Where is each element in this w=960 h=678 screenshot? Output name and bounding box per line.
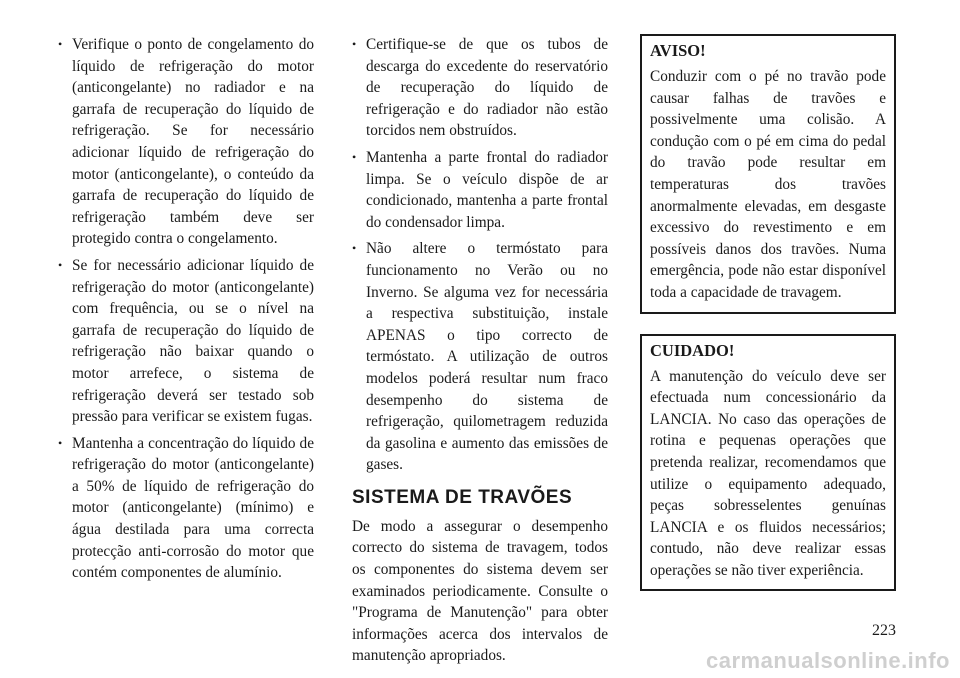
column-3 (640, 34, 896, 591)
list-item (352, 34, 608, 142)
page-number: 223 (872, 622, 896, 639)
list-item-text: Se for necessário adicionar líquido de refrigeração do motor (anticongelante) com frequência, ou se o nível na garrafa de recuperação do líquido de refrigeração não baixar quando o motor arrefece, o sistema de refrigeração deverá ser testado sob pressão para verificar se existem fugas. (72, 256, 314, 426)
caution-body: A manutenção do veículo deve ser efectuada num concessionário da LANCIA. No caso das operações de rotina e pequenas operações que pretenda realizar, recomendamos que utilize o equipamento adequado, peças sobresselentes genuínas LANCIA e os fluidos necessários; contudo, não deve realizar essas operações se não tiver experiência. (650, 367, 886, 579)
list-item-text: Verifique o ponto de congelamento do líquido de refrigeração do motor (anticongelante) no radiador e na garrafa de recuperação do líquido de refrigeração. Se for necessário adicionar líquido de refrigeração do motor (anticongelante), o conteúdo da garrafa de recuperação do líquido de refrigeração também deve ser protegido contra o congelamento. (72, 36, 314, 248)
bullet-icon: • (58, 37, 63, 51)
list-item (58, 433, 314, 584)
bullet-list-cooling-continued (352, 34, 608, 476)
watermark: carmanualsonline.info (706, 648, 950, 673)
column-1 (58, 34, 314, 589)
bullet-icon: • (58, 435, 63, 450)
caution-box (640, 334, 896, 592)
bullet-icon: • (58, 257, 63, 272)
warning-body: Conduzir com o pé no travão pode causar falhas de travões e possivelmente uma colisão. A condução com o pé em cima do pedal do travão pode resultar em temperaturas dos travões anormalmente elevadas, em desgaste excessivo do revestimento e em possíveis danos dos travões. Numa emergência, pode não estar disponível toda a capacidade de travagem. (650, 68, 886, 301)
bullet-list-cooling (58, 34, 314, 584)
warning-box (640, 34, 896, 314)
bullet-icon: • (352, 149, 357, 164)
column-2 (352, 34, 608, 667)
list-item-text: Não altere o termóstato para funcionamento no Verão ou no Inverno. Se alguma vez for necessária a respectiva substituição, instale APENAS o tipo correcto de termóstato. A utilização de outros modelos poderá resultar num fraco desempenho do sistema de refrigeração, quilometragem reduzida da gasolina e aumento das emissões de gases. (366, 240, 608, 474)
list-item (352, 147, 608, 233)
section-heading-brakes: SISTEMA DE TRAVÕES (352, 486, 573, 508)
list-item (58, 34, 314, 250)
list-item-text: Certifique-se de que os tubos de descarga do excedente do reservatório de recuperação do líquido de refrigeração e do radiador não estão torcidos nem obstruídos. (366, 36, 608, 140)
caution-title: CUIDADO! (650, 340, 735, 360)
section-body-brakes: De modo a assegurar o desempenho correcto do sistema de travagem, todos os componentes do sistema devem ser examinados periodicamente. Consulte o "Programa de Manutenção" para obter informações acerca dos intervalos de manutenção apropriados. (352, 517, 608, 665)
warning-title: AVISO! (650, 41, 706, 60)
bullet-icon: • (352, 241, 357, 256)
list-item-text: Mantenha a parte frontal do radiador limpa. Se o veículo dispõe de ar condicionado, mantenha a parte frontal do condensador limpa. (366, 148, 608, 231)
bullet-icon: • (352, 37, 357, 51)
list-item-text: Mantenha a concentração do líquido de refrigeração do motor (anticongelante) a 50% de líquido de refrigeração do motor (anticongelante) (mínimo) e água destilada para uma correcta protecção anti-corrosão do motor que contém componentes de alumínio. (72, 434, 314, 582)
list-item (58, 255, 314, 428)
list-item (352, 238, 608, 476)
